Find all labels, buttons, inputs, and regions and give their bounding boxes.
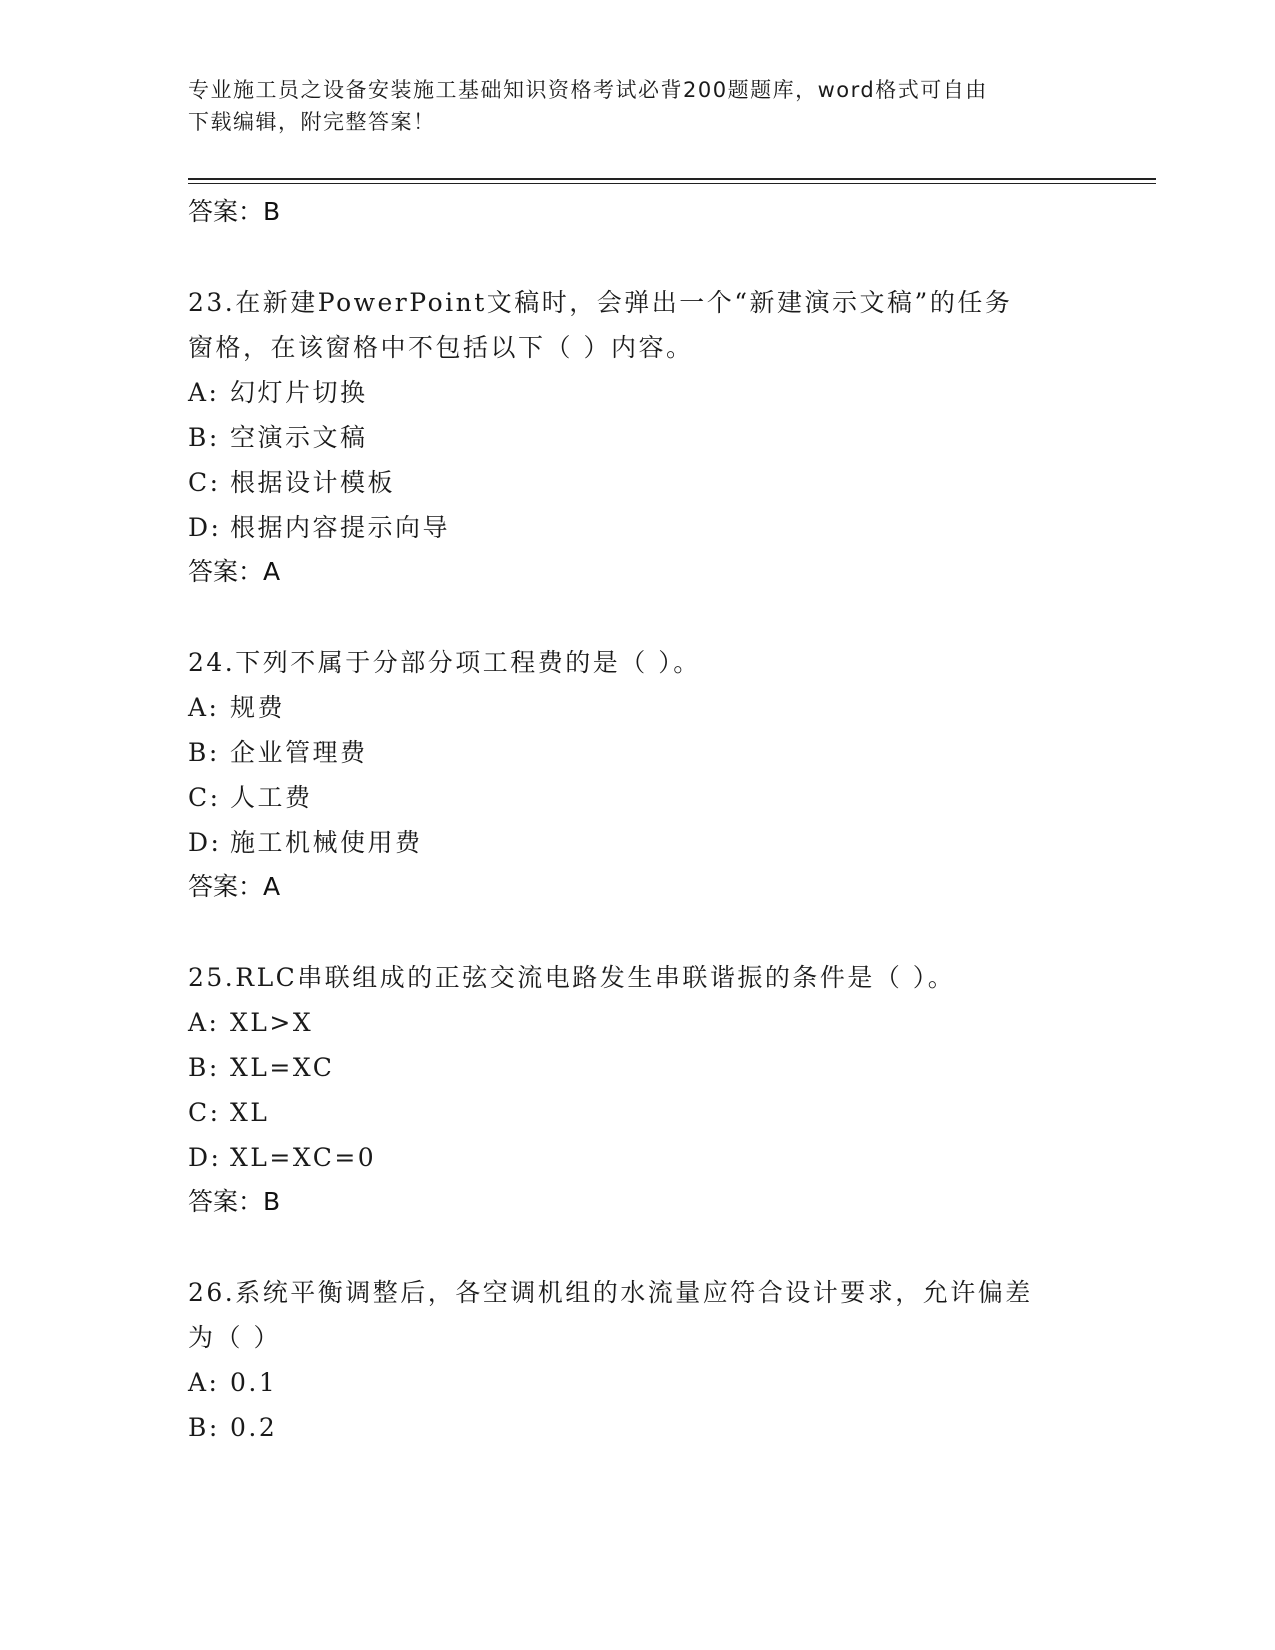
option-key: C: <box>188 1098 221 1127</box>
question-list <box>188 190 1088 1450</box>
header-line-1: 专业施工员之设备安装施工基础知识资格考试必背200题题库，word格式可自由 <box>188 78 988 102</box>
option-key: D: <box>188 828 222 857</box>
option-text: 0.2 <box>230 1413 278 1442</box>
answer-option <box>188 775 1088 820</box>
option-text: 规费 <box>230 693 286 722</box>
question-block <box>188 640 1088 909</box>
answer-option <box>188 1045 1088 1090</box>
question-text-line: 24.下列不属于分部分项工程费的是（ ）。 <box>188 648 701 677</box>
question-block <box>188 1270 1088 1450</box>
option-key: B: <box>188 423 220 452</box>
question-block <box>188 280 1088 594</box>
option-key: B: <box>188 1053 220 1082</box>
answer-option <box>188 820 1088 865</box>
option-key: D: <box>188 513 222 542</box>
option-key: A: <box>188 1008 220 1037</box>
question-text-line: 23.在新建PowerPoint文稿时，会弹出一个“新建演示文稿”的任务 <box>188 288 1013 317</box>
answer-option <box>188 1405 1088 1450</box>
header-rule-thin <box>188 183 1156 184</box>
answer-option <box>188 460 1088 505</box>
option-text: 根据设计模板 <box>230 468 396 497</box>
answer-option <box>188 1000 1088 1045</box>
option-key: D: <box>188 1143 222 1172</box>
option-key: C: <box>188 468 221 497</box>
answer-line: 答案：A <box>188 557 281 586</box>
option-text: 空演示文稿 <box>230 423 368 452</box>
option-text: XL>X <box>230 1008 314 1037</box>
option-key: A: <box>188 1368 220 1397</box>
option-text: 企业管理费 <box>230 738 368 767</box>
answer-option <box>188 730 1088 775</box>
option-text: 施工机械使用费 <box>230 828 423 857</box>
option-text: 幻灯片切换 <box>230 378 368 407</box>
option-text: XL <box>230 1098 270 1127</box>
answer-option <box>188 415 1088 460</box>
option-key: B: <box>188 738 220 767</box>
answer-line: 答案：B <box>188 1187 281 1216</box>
question-text-line: 窗格，在该窗格中不包括以下（ ）内容。 <box>188 333 694 362</box>
answer-line: 答案：A <box>188 872 281 901</box>
option-text: XL=XC <box>230 1053 335 1082</box>
option-text: 根据内容提示向导 <box>230 513 451 542</box>
option-key: C: <box>188 783 221 812</box>
option-key: A: <box>188 693 220 722</box>
answer-option <box>188 1090 1088 1135</box>
question-text-line: 26.系统平衡调整后，各空调机组的水流量应符合设计要求，允许偏差 <box>188 1278 1033 1307</box>
document-header <box>188 74 1088 138</box>
header-line-2: 下载编辑，附完整答案！ <box>188 110 436 134</box>
question-block <box>188 955 1088 1224</box>
option-text: 人工费 <box>230 783 313 812</box>
option-text: 0.1 <box>230 1368 278 1397</box>
answer-option <box>188 685 1088 730</box>
answer-option <box>188 1360 1088 1405</box>
answer-option <box>188 370 1088 415</box>
question-text-line: 25.RLC串联组成的正弦交流电路发生串联谐振的条件是（ ）。 <box>188 963 956 992</box>
answer-option <box>188 505 1088 550</box>
header-rule-thick <box>188 178 1156 180</box>
option-key: A: <box>188 378 220 407</box>
answer-option <box>188 1135 1088 1180</box>
option-text: XL=XC=0 <box>230 1143 377 1172</box>
option-key: B: <box>188 1413 220 1442</box>
answer-line: 答案：B <box>188 197 281 226</box>
question-text-line: 为（ ） <box>188 1323 281 1352</box>
